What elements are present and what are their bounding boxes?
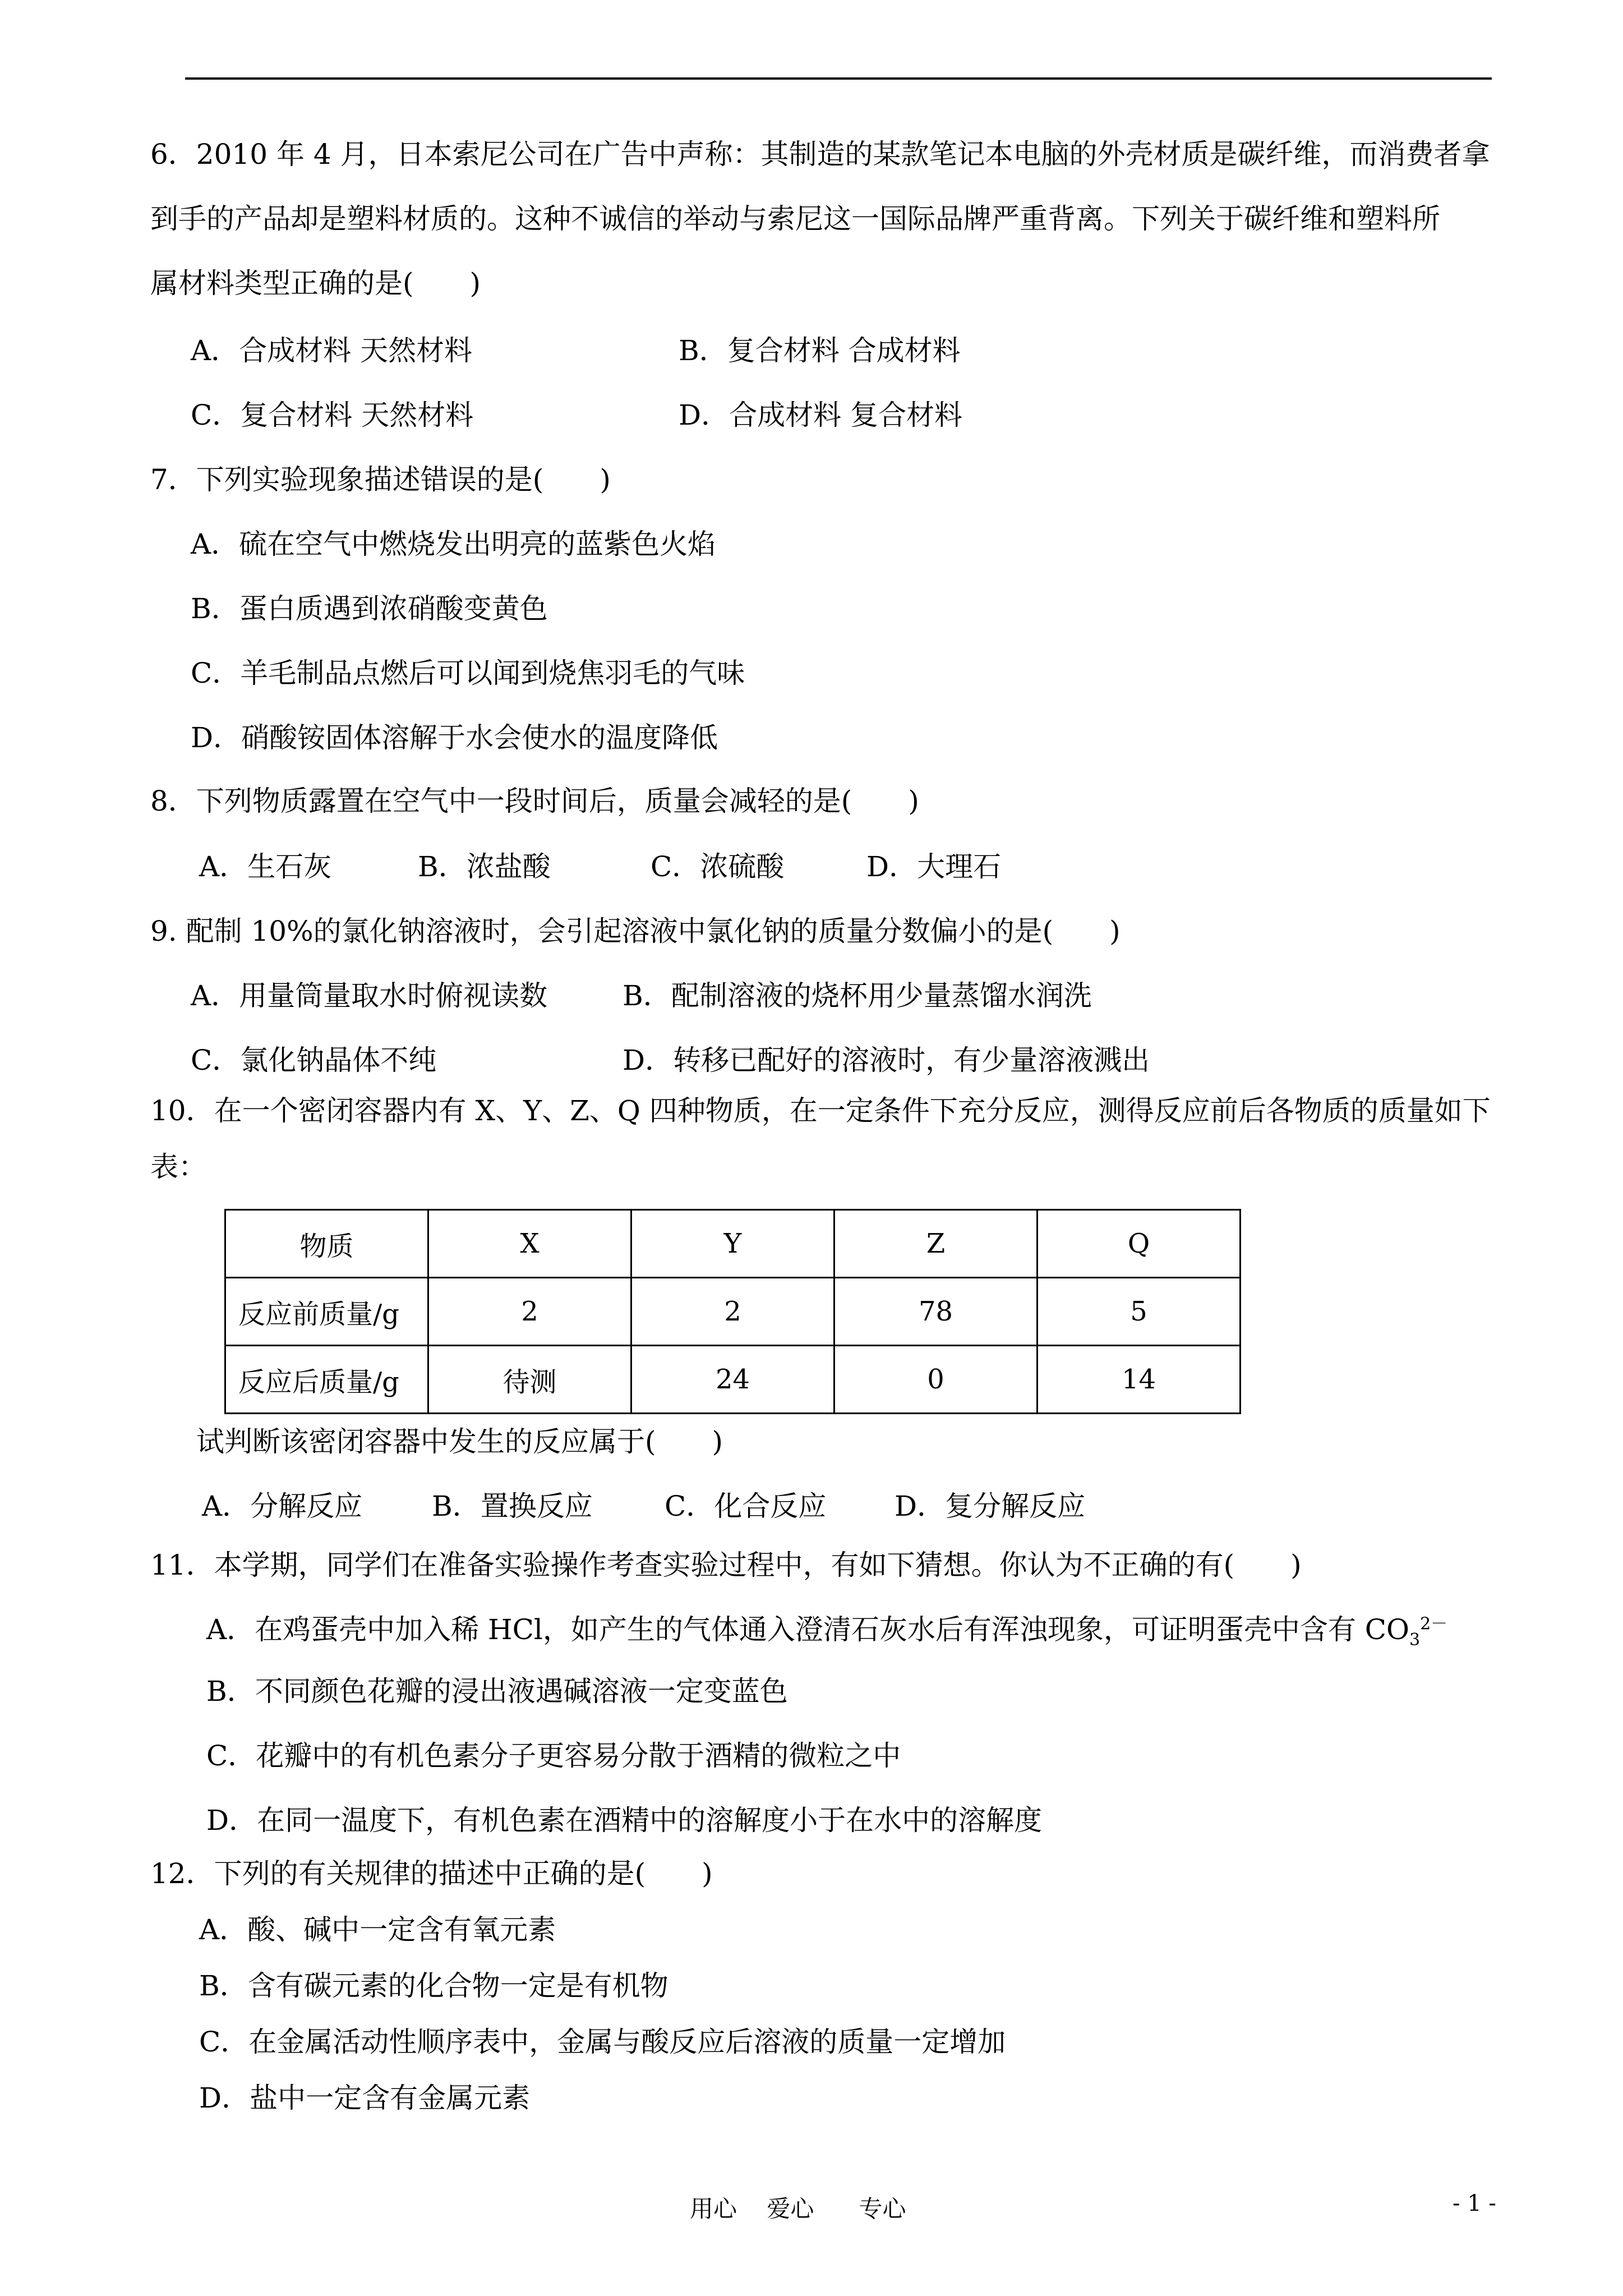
question-12-option-c: C．在金属活动性顺序表中，金属与酸反应后溶液的质量一定增加 [199,2026,1006,2058]
question-12-option-a: A．酸、碱中一定含有氧元素 [199,1913,556,1946]
header-rule [185,77,1492,80]
co3-subscript: 3 [1409,1630,1421,1650]
question-8-option-b: B．浓盐酸 [418,850,551,883]
table-cell: 反应前质量/g [225,1278,428,1346]
question-6-option-c: C．复合材料 天然材料 [191,399,474,431]
question-7-stem: 7．下列实验现象描述错误的是( ) [150,463,611,496]
co3-charge: 2－ [1420,1614,1448,1634]
table-header-cell: X [428,1210,631,1278]
table-cell: 反应后质量/g [225,1346,428,1414]
question-6-option-d: D．合成材料 复合材料 [679,399,962,431]
table-header-cell: Y [631,1210,834,1278]
table-header-cell: 物质 [225,1210,428,1278]
question-12-option-b: B．含有碳元素的化合物一定是有机物 [199,1970,668,2002]
table-cell: 待测 [428,1346,631,1414]
question-6-option-a: A．合成材料 天然材料 [191,334,473,367]
footer-motto: 用心 爱心 专心 [690,2195,906,2223]
question-10-line-2: 表： [150,1151,206,1183]
question-8-option-c: C．浓硫酸 [651,850,785,883]
question-11-option-b: B．不同颜色花瓣的浸出液遇碱溶液一定变蓝色 [206,1675,788,1708]
mass-table [224,1209,1241,1414]
question-8-option-d: D．大理石 [866,850,1002,883]
table-row [225,1278,1241,1346]
table-header-row [225,1210,1241,1278]
table-cell: 2 [428,1278,631,1346]
question-12-stem: 12．下列的有关规律的描述中正确的是( ) [150,1857,713,1890]
question-11-option-d: D．在同一温度下，有机色素在酒精中的溶解度小于在水中的溶解度 [206,1804,1043,1837]
question-8-stem: 8．下列物质露置在空气中一段时间后，质量会减轻的是( ) [150,785,919,817]
table-row [225,1346,1241,1414]
table-header-cell: Z [834,1210,1038,1278]
question-9-stem: 9. 配制 10%的氯化钠溶液时，会引起溶液中氯化钠的质量分数偏小的是( ) [150,915,1121,947]
question-10-option-a: A．分解反应 [202,1490,363,1522]
question-10-line-1: 10．在一个密闭容器内有 X、Y、Z、Q 四种物质，在一定条件下充分反应，测得反应前后各物质的质量如下 [150,1094,1491,1127]
question-7-option-b: B．蛋白质遇到浓硝酸变黄色 [191,592,548,625]
question-9-option-a: A．用量筒量取水时俯视读数 [191,979,548,1012]
question-6-line-1: 6．2010 年 4 月，日本索尼公司在广告中声称：其制造的某款笔记本电脑的外壳材质是碳纤维，而消费者拿 [150,138,1490,171]
table-cell: 5 [1038,1278,1241,1346]
table-cell: 2 [631,1278,834,1346]
question-7-option-c: C．羊毛制品点燃后可以闻到烧焦羽毛的气味 [191,657,745,689]
question-11-option-a [206,1613,1448,1650]
question-10-option-c: C．化合反应 [665,1490,827,1522]
table-cell: 78 [834,1278,1038,1346]
table-header-cell: Q [1038,1210,1241,1278]
question-7-option-a: A．硫在空气中燃烧发出明亮的蓝紫色火焰 [191,528,716,560]
question-6-line-2: 到手的产品却是塑料材质的。这种不诚信的举动与索尼这一国际品牌严重背离。下列关于碳纤维和塑料所 [150,203,1440,235]
table-cell: 0 [834,1346,1038,1414]
question-8-option-a: A．生石灰 [199,850,332,883]
question-9-option-b: B．配制溶液的烧杯用少量蒸馏水润洗 [623,979,1092,1012]
question-6-line-3: 属材料类型正确的是( ) [150,267,481,300]
table-cell: 14 [1038,1346,1241,1414]
question-11-option-c: C．花瓣中的有机色素分子更容易分散于酒精的微粒之中 [206,1740,901,1772]
question-11-option-a-text: A．在鸡蛋壳中加入稀 HCl，如产生的气体通入澄清石灰水后有浑浊现象，可证明蛋壳中含有 CO [206,1613,1409,1646]
question-7-option-d: D．硝酸铵固体溶解于水会使水的温度降低 [191,721,718,754]
page-number: - 1 - [1453,2191,1496,2216]
question-12-option-d: D．盐中一定含有金属元素 [199,2082,531,2114]
question-11-stem: 11．本学期，同学们在准备实验操作考查实验过程中，有如下猜想。你认为不正确的有( ) [150,1549,1302,1581]
question-9-option-c: C．氯化钠晶体不纯 [191,1044,437,1076]
question-9-option-d: D．转移已配好的溶液时，有少量溶液溅出 [623,1044,1150,1076]
table-cell: 24 [631,1346,834,1414]
question-10-option-b: B．置换反应 [432,1490,593,1522]
question-6-option-b: B．复合材料 合成材料 [679,334,961,367]
question-10-prompt: 试判断该密闭容器中发生的反应属于( ) [196,1425,723,1458]
question-10-option-d: D．复分解反应 [895,1490,1086,1522]
